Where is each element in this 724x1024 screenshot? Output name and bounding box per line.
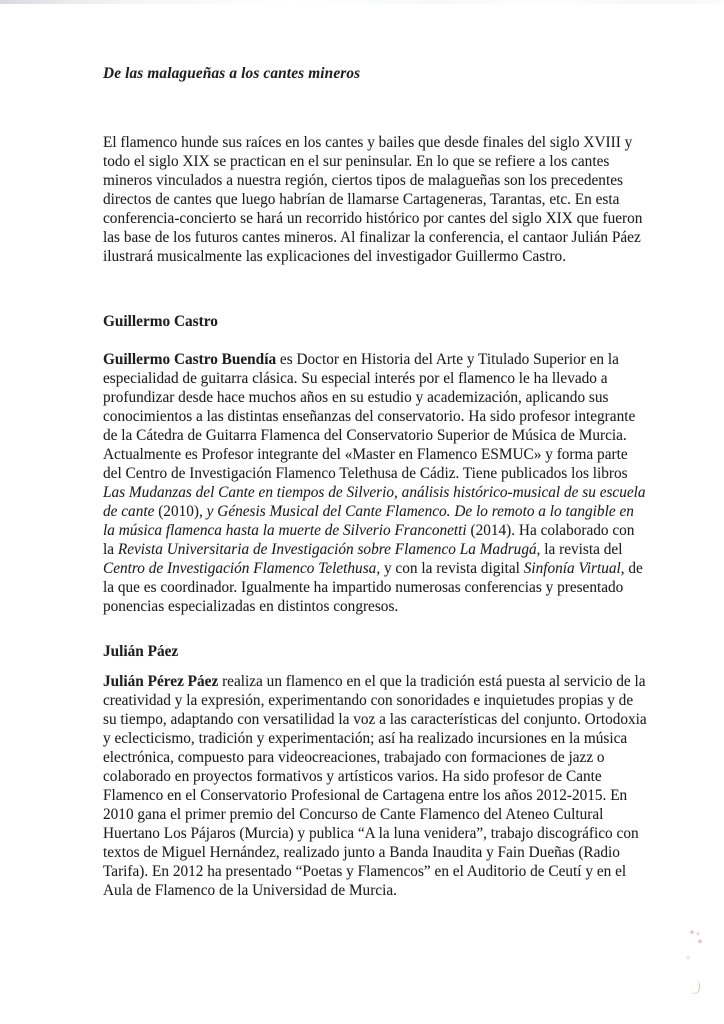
scan-smudge-squiggle	[691, 980, 700, 995]
julian-paez-bio-paragraph	[103, 672, 648, 900]
text-run: Guillermo Castro Buendía	[103, 351, 277, 368]
section-heading-julian-paez: Julián Páez	[103, 643, 179, 660]
text-run: Julián Pérez Páez	[103, 673, 219, 690]
text-run: Centro de Investigación Flamenco Telethusa	[103, 560, 377, 577]
document-content	[103, 64, 648, 900]
scan-edge-shadow	[0, 0, 724, 4]
text-run: El flamenco hunde sus raíces en los cantes y bailes que desde finales del siglo XVIII y todo el siglo XIX se practican en el sur peninsular. En lo que se refiere a los cantes mineros vinculados a nuestra región, ciertos tipos de malagueñas son los precedentes directos de cantes que luego habrían de llamarse Cartageneras, Tarantas, etc. En esta conferencia-concierto se hará un recorrido histórico por cantes del siglo XIX que fueron las base de los futuros cantes mineros. Al finalizar la conferencia, el cantaor Julián Páez ilustrará musicalmente las explicaciones del investigador Guillermo Castro.	[103, 134, 643, 265]
text-run: Revista Universitaria de Investigación sobre Flamenco La Madrugá	[117, 541, 537, 558]
text-run: (2014). Ha colaborado con la	[103, 522, 635, 558]
text-run: Las Mudanzas del Cante en tiempos de Silverio, análisis histórico-musical de su escuela de cante	[103, 484, 646, 520]
text-run: es Doctor en Historia del Arte y Titulado Superior en la especialidad de guitarra clásica. Su especial interés por el flamenco le ha llevado a profundizar desde hace muchos años en su estudio y academización, aplicando sus conocimientos a las distintas enseñanzas del conservatorio. Ha sido profesor integrante de la Cátedra de Guitarra Flamenca del Conservatorio Superior de Música de Murcia. Actualmente es Profesor integrante del «Master en Flamenco ESMUC» y forma parte del Centro de Investigación Flamenco Telethusa de Cádiz. Tiene publicados los libros	[103, 351, 636, 482]
text-run: y Génesis Musical del Cante Flamenco. De lo remoto a lo tangible en la música flamenca hasta la muerte de Silverio Franconetti	[103, 503, 634, 539]
scan-smudge-speckles	[683, 927, 703, 961]
text-run: (2010),	[154, 503, 207, 520]
text-run: , y con la revista digital	[376, 560, 524, 577]
text-run: Sinfonía Virtual	[523, 560, 621, 577]
text-run: , la revista del	[536, 541, 623, 558]
section-heading-guillermo-castro: Guillermo Castro	[103, 313, 218, 330]
text-run: , de la que es coordinador. Igualmente ha impartido numerosas conferencias y presentado ponencias especializadas en distintos congresos.	[103, 560, 643, 615]
guillermo-castro-bio-paragraph	[103, 350, 648, 616]
document-title: De las malagueñas a los cantes mineros	[103, 65, 361, 82]
text-run: realiza un flamenco en el que la tradición está puesta al servicio de la creatividad y la expresión, experimentando con sonoridades e inquietudes propias y de su tiempo, adaptando con versatilidad la voz a las características del conjunto. Ortodoxia y eclecticismo, tradición y experimentación; así ha realizado incursiones en la música electrónica, compuesto para videocreaciones, trabajado con formaciones de jazz o colaborado en proyectos formativos y artísticos varios. Ha sido profesor de Cante Flamenco en el Conservatorio Profesional de Cartagena entre los años 2012-2015. En 2010 gana el primer premio del Concurso de Cante Flamenco del Ateneo Cultural Huertano Los Pájaros (Murcia) y publica “A la luna venidera”, trabajo discográfico con textos de Miguel Hernández, realizado junto a Banda Inaudita y Fain Dueñas (Radio Tarifa). En 2012 ha presentado “Poetas y Flamencos” en el Auditorio de Ceutí y en el Aula de Flamenco de la Universidad de Murcia.	[103, 673, 647, 899]
intro-paragraph	[103, 133, 648, 266]
